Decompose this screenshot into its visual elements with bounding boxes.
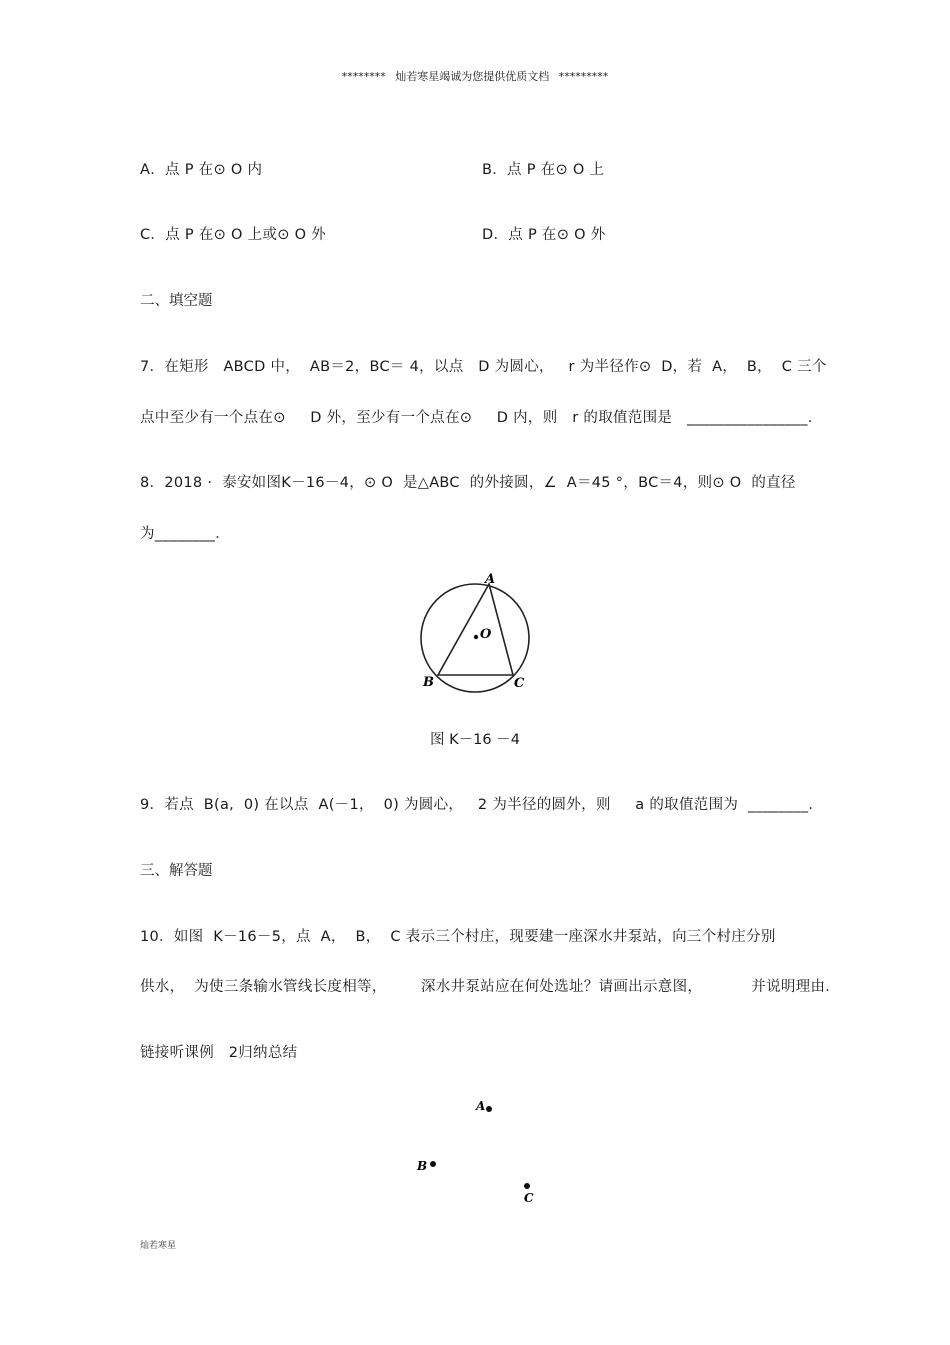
q8-line1: 8．2018 · 泰安如图K－16－4，⊙ O 是△ABC 的外接圆，∠ A＝45 °，BC＝4，则⊙ O 的直径 [140, 475, 796, 491]
triangle-abc [438, 584, 513, 675]
village-label-b: B [417, 1159, 428, 1173]
village-label-c: C [524, 1191, 534, 1205]
figure-three-villages [400, 1090, 560, 1215]
q10-line1: 10．如图 K－16－5，点 A， B， C 表示三个村庄，现要建一座深水井泵站，向三个村庄分别 [140, 929, 776, 945]
q10-line3: 链接听课例 2归纳总结 [140, 1045, 298, 1061]
village-point-b [430, 1161, 436, 1167]
figure-circle-triangle [410, 568, 540, 693]
page-footer: 灿若寒星 [140, 1241, 177, 1251]
q8-line2: 为________． [140, 526, 230, 542]
label-c: C [514, 676, 525, 691]
page-header: ******** 灿若寒星竭诚为您提供优质文档 ********* [341, 70, 609, 83]
village-point-a [486, 1106, 492, 1112]
village-label-a: A [476, 1099, 486, 1113]
q10-line2: 供水， 为使三条输水管线长度相等， 深水井泵站应在何处选址？请画出示意图， 并说明理由． [140, 979, 841, 995]
center-point-o [474, 635, 478, 639]
q7-line1: 7．在矩形 ABCD 中， AB＝2，BC＝ 4，以点 D 为圆心， r 为半径作⊙ D，若 A， B， C 三个 [140, 359, 827, 375]
label-o: O [480, 627, 492, 642]
q9-line: 9．若点 B(a, 0) 在以点 A(－1， 0) 为圆心， 2 为半径的圆外，则 a 的取值范围为 ________． [140, 797, 824, 813]
label-b: B [423, 675, 434, 690]
figure1-caption: 图 K－16 －4 [430, 732, 520, 748]
label-a: A [485, 572, 496, 587]
village-point-c [524, 1183, 530, 1189]
q6-option-a: A．点 P 在⊙ O 内 [140, 162, 263, 178]
q6-option-b: B．点 P 在⊙ O 上 [482, 162, 605, 178]
q6-option-d: D．点 P 在⊙ O 外 [482, 227, 606, 243]
q7-line2: 点中至少有一个点在⊙ D 外，至少有一个点在⊙ D 内，则 r 的取值范围是 ________________． [140, 410, 823, 426]
section-solve-heading: 三、解答题 [140, 863, 213, 879]
q6-option-c: C．点 P 在⊙ O 上或⊙ O 外 [140, 227, 327, 243]
section-fill-in-heading: 二、填空题 [140, 293, 213, 309]
